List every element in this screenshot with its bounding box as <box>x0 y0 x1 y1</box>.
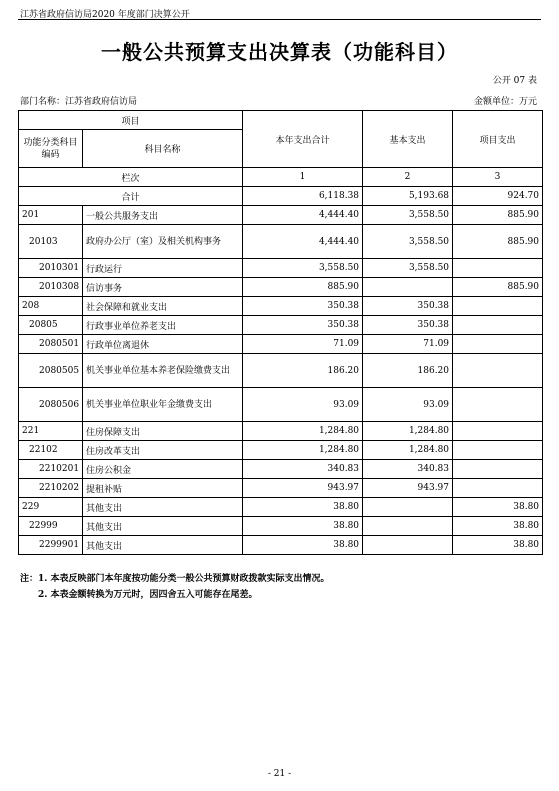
header-project: 项目 <box>19 111 243 130</box>
row-basic: 340.83 <box>363 460 453 479</box>
lanci-label: 栏次 <box>19 168 243 187</box>
row-total: 38.80 <box>243 517 363 536</box>
row-basic: 350.38 <box>363 297 453 316</box>
sum-basic: 5,193.68 <box>363 187 453 206</box>
row-code: 20805 <box>19 316 83 335</box>
row-name: 机关事业单位职业年金缴费支出 <box>83 388 243 422</box>
header-divider <box>18 19 541 20</box>
document-header: 江苏省政府信访局2020 年度部门决算公开 <box>20 10 190 20</box>
row-project <box>453 441 543 460</box>
row-code: 2080501 <box>19 335 83 354</box>
row-basic <box>363 536 453 555</box>
row-name: 其他支出 <box>83 517 243 536</box>
table-row <box>19 441 543 460</box>
row-name: 住房保障支出 <box>83 422 243 441</box>
sum-total: 6,118.38 <box>243 187 363 206</box>
header-name: 科目名称 <box>83 130 243 168</box>
row-name: 政府办公厅（室）及相关机构事务 <box>83 225 243 259</box>
header-project-exp: 项目支出 <box>453 111 543 168</box>
sum-label: 合计 <box>19 187 243 206</box>
row-total: 4,444.40 <box>243 225 363 259</box>
row-name: 提租补贴 <box>83 479 243 498</box>
table-row <box>19 259 543 278</box>
table-row <box>19 498 543 517</box>
row-total: 1,284.80 <box>243 441 363 460</box>
row-total: 350.38 <box>243 316 363 335</box>
table-row <box>19 316 543 335</box>
row-project: 38.80 <box>453 517 543 536</box>
row-name: 行政单位离退休 <box>83 335 243 354</box>
table-row <box>19 225 543 259</box>
row-total: 885.90 <box>243 278 363 297</box>
row-name: 信访事务 <box>83 278 243 297</box>
row-project <box>453 297 543 316</box>
row-project <box>453 316 543 335</box>
notes <box>20 571 330 603</box>
row-basic: 1,284.80 <box>363 441 453 460</box>
table-row <box>19 278 543 297</box>
row-project <box>453 460 543 479</box>
note-1: 注：1. 本表反映部门本年度按功能分类一般公共预算财政拨款实际支出情况。 <box>20 574 330 584</box>
row-name: 机关事业单位基本养老保险缴费支出 <box>83 354 243 388</box>
row-project <box>453 335 543 354</box>
row-basic: 71.09 <box>363 335 453 354</box>
row-basic: 3,558.50 <box>363 259 453 278</box>
col-num-3: 3 <box>453 168 543 187</box>
row-name: 其他支出 <box>83 498 243 517</box>
row-code: 2010301 <box>19 259 83 278</box>
row-name: 行政事业单位养老支出 <box>83 316 243 335</box>
row-total: 38.80 <box>243 536 363 555</box>
table-row <box>19 388 543 422</box>
table-row <box>19 297 543 316</box>
row-total: 71.09 <box>243 335 363 354</box>
row-project: 885.90 <box>453 206 543 225</box>
row-total: 1,284.80 <box>243 422 363 441</box>
table-row <box>19 460 543 479</box>
row-basic: 93.09 <box>363 388 453 422</box>
doc-code: 公开 07 表 <box>492 76 537 86</box>
header-code: 功能分类科目编码 <box>19 130 83 168</box>
row-project: 885.90 <box>453 278 543 297</box>
table-row <box>19 517 543 536</box>
table-row <box>19 536 543 555</box>
note-2: 2. 本表金额转换为万元时，因四舍五入可能存在尾差。 <box>38 590 258 600</box>
row-total: 186.20 <box>243 354 363 388</box>
row-project <box>453 388 543 422</box>
row-project <box>453 479 543 498</box>
col-num-2: 2 <box>363 168 453 187</box>
table-row <box>19 206 543 225</box>
row-code: 2210201 <box>19 460 83 479</box>
row-name: 其他支出 <box>83 536 243 555</box>
row-total: 943.97 <box>243 479 363 498</box>
row-basic: 1,284.80 <box>363 422 453 441</box>
row-project: 38.80 <box>453 498 543 517</box>
row-name: 住房公积金 <box>83 460 243 479</box>
sum-project: 924.70 <box>453 187 543 206</box>
row-project <box>453 422 543 441</box>
table-row <box>19 354 543 388</box>
row-code: 2080505 <box>19 354 83 388</box>
row-code: 2080506 <box>19 388 83 422</box>
row-code: 2210202 <box>19 479 83 498</box>
row-code: 20103 <box>19 225 83 259</box>
col-num-1: 1 <box>243 168 363 187</box>
page-number: - 21 - <box>267 769 292 779</box>
row-project: 38.80 <box>453 536 543 555</box>
row-basic <box>363 498 453 517</box>
page-title: 一般公共预算支出决算表（功能科目） <box>101 40 458 64</box>
row-basic <box>363 278 453 297</box>
row-total: 340.83 <box>243 460 363 479</box>
row-code: 2299901 <box>19 536 83 555</box>
row-total: 38.80 <box>243 498 363 517</box>
row-code: 201 <box>19 206 83 225</box>
row-total: 4,444.40 <box>243 206 363 225</box>
row-project <box>453 354 543 388</box>
row-project <box>453 259 543 278</box>
row-name: 一般公共服务支出 <box>83 206 243 225</box>
row-basic: 3,558.50 <box>363 225 453 259</box>
table-row <box>19 422 543 441</box>
row-code: 22999 <box>19 517 83 536</box>
row-basic: 943.97 <box>363 479 453 498</box>
row-basic: 350.38 <box>363 316 453 335</box>
table-row <box>19 479 543 498</box>
row-code: 2010308 <box>19 278 83 297</box>
expenditure-table <box>18 110 543 555</box>
row-name: 住房改革支出 <box>83 441 243 460</box>
row-basic: 3,558.50 <box>363 206 453 225</box>
table-row <box>19 335 543 354</box>
row-total: 350.38 <box>243 297 363 316</box>
row-project: 885.90 <box>453 225 543 259</box>
row-code: 221 <box>19 422 83 441</box>
department-label: 部门名称：江苏省政府信访局 <box>20 97 138 107</box>
row-name: 社会保障和就业支出 <box>83 297 243 316</box>
row-basic: 186.20 <box>363 354 453 388</box>
row-total: 93.09 <box>243 388 363 422</box>
row-name: 行政运行 <box>83 259 243 278</box>
row-code: 22102 <box>19 441 83 460</box>
row-total: 3,558.50 <box>243 259 363 278</box>
row-basic <box>363 517 453 536</box>
header-total: 本年支出合计 <box>243 111 363 168</box>
header-basic: 基本支出 <box>363 111 453 168</box>
row-code: 208 <box>19 297 83 316</box>
unit-label: 金额单位：万元 <box>473 97 537 107</box>
row-code: 229 <box>19 498 83 517</box>
